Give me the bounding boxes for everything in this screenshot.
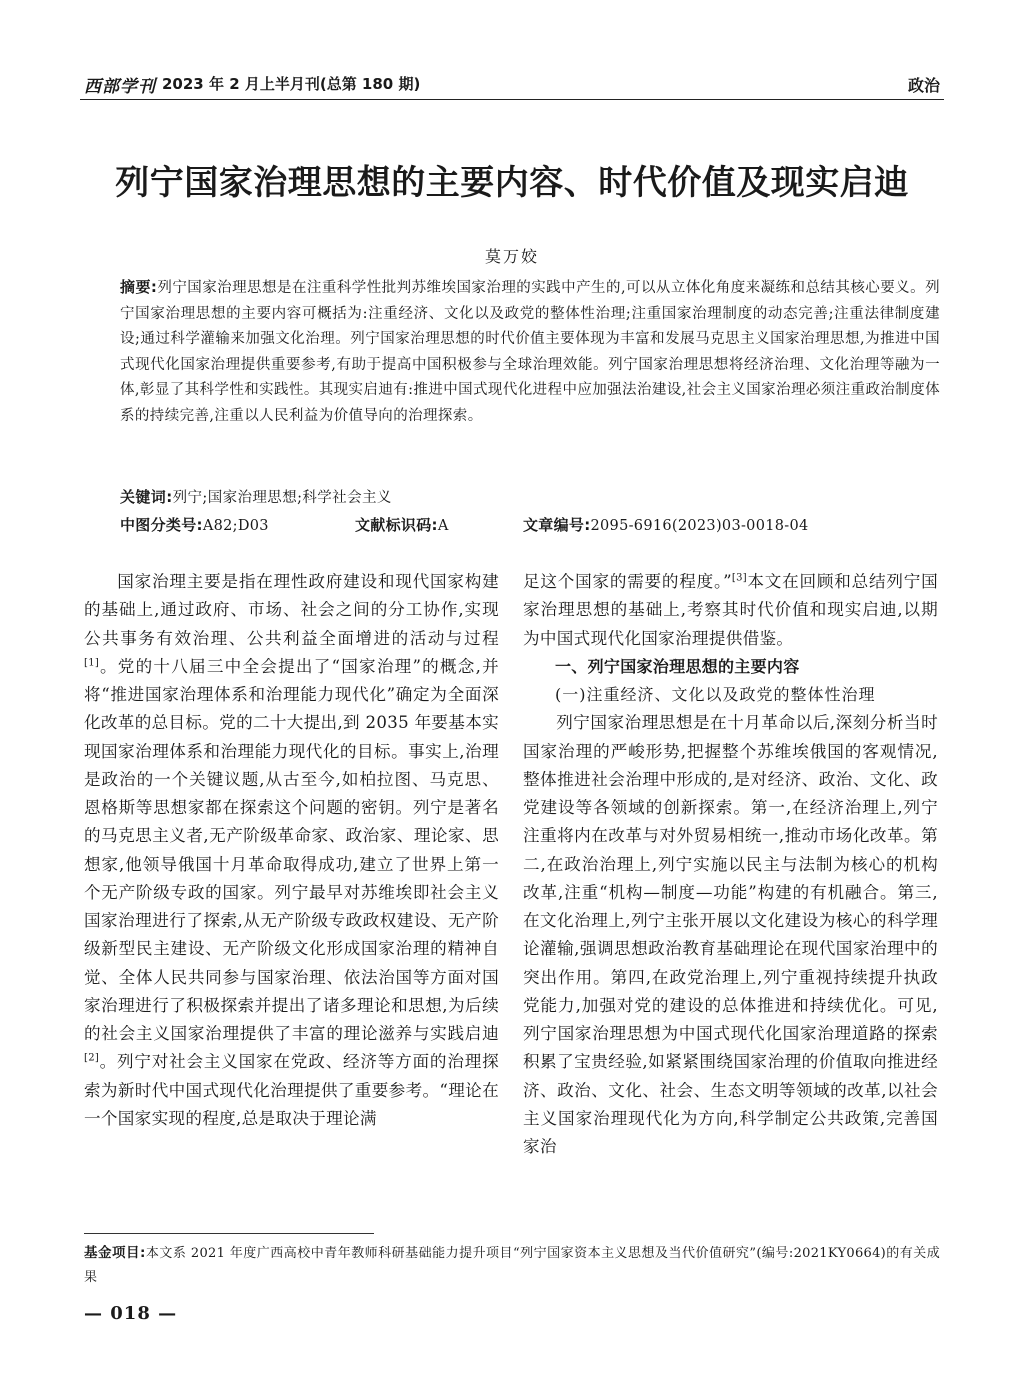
body-paragraph: 列宁国家治理思想是在十月革命以后,深刻分析当时国家治理的严峻形势,把握整个苏维埃俄国的客观情况,整体推进社会治理中形成的,是对经济、政治、文化、政党建设等各领域的创新探索。第一,在经济治理上,列宁注重将内在改革与对外贸易相统一,推动市场化改革。第二,在政治治理上,列宁实施以民主与法制为核心的机构改革,注重“机构—制度—功能”构建的有机融合。第三,在文化治理上,列宁主张开展以文化建设为核心的科学理论灌输,强调思想政治教育基础理论在现代国家治理中的突出作用。第四,在政党治理上,列宁重视持续提升执政党能力,加强对党的建设的总体推进和持续优化。可见,列宁国家治理思想为中国式现代化国家治理道路的探索积累了宝贵经验,如紧紧围绕国家治理的价值取向推进经济、政治、文化、社会、生态文明等领域的改革,以社会主义国家治理现代化为方向,科学制定公共政策,完善国家治 bbox=[523, 713, 938, 1156]
citation-ref[interactable]: [3] bbox=[731, 572, 747, 584]
citation-ref[interactable]: [1] bbox=[84, 657, 100, 669]
funding-label: 基金项目: bbox=[84, 1245, 146, 1261]
keywords bbox=[120, 486, 392, 507]
page-number: — 018 — bbox=[84, 1303, 178, 1324]
footnote-rule bbox=[84, 1233, 374, 1234]
body-text: 。列宁对社会主义国家在党政、经济等方面的治理探索为新时代中国式现代化治理提供了重要参考。“理论在一个国家实现的程度,总是取决于理论满 bbox=[84, 1052, 499, 1128]
body-column-right bbox=[523, 568, 938, 1161]
section-heading: 一、列宁国家治理思想的主要内容 bbox=[555, 656, 800, 676]
subsection-heading: (一)注重经济、文化以及政党的整体性治理 bbox=[555, 685, 876, 704]
body-column-left bbox=[84, 568, 499, 1133]
issue-info: 2023 年 2 月上半月刊(总第 180 期) bbox=[162, 75, 421, 93]
abstract-label: 摘要: bbox=[120, 278, 158, 296]
article-author: 莫万姣 bbox=[484, 247, 539, 266]
running-header bbox=[84, 68, 940, 98]
body-paragraph bbox=[84, 568, 499, 1133]
body-paragraph bbox=[523, 568, 938, 653]
body-text: 本文在回顾和总结列宁国家治理思想的基础上,考察其时代价值和现实启迪,以期为中国式现代化国家治理提供借鉴。 bbox=[523, 572, 938, 648]
clc-number bbox=[120, 514, 269, 535]
art-label: 文章编号: bbox=[523, 516, 591, 534]
funding-note bbox=[84, 1241, 940, 1290]
doc-label: 文献标识码: bbox=[355, 516, 438, 534]
body-text: 国家治理主要是指在理性政府建设和现代国家构建的基础上,通过政府、市场、社会之间的分工协作,实现公共事务有效治理、公共利益全面增进的活动与过程 bbox=[84, 572, 499, 648]
citation-ref[interactable]: [2] bbox=[84, 1052, 100, 1064]
funding-text: 本文系 2021 年度广西高校中青年教师科研基础能力提升项目“列宁国家资本主义思想及当代价值研究”(编号:2021KY0664)的有关成果 bbox=[84, 1246, 940, 1285]
section-label: 政治 bbox=[907, 76, 940, 95]
clc-label: 中图分类号: bbox=[120, 516, 203, 534]
doc-value: A bbox=[437, 518, 449, 534]
header-rule bbox=[80, 99, 944, 100]
document-code bbox=[355, 514, 449, 535]
keywords-label: 关键词: bbox=[120, 488, 173, 506]
keywords-text: 列宁;国家治理思想;科学社会主义 bbox=[172, 490, 392, 506]
body-text: 。党的十八届三中全会提出了“国家治理”的概念,并将“推进国家治理体系和治理能力现代化”确定为全面深化改革的总目标。党的二十大提出,到 2035 年要基本实现国家治理体系和治理能力现代化的目标。事实上,治理是政治的一个关键议题,从古至今,如柏拉图、马克思、恩格斯等思想家都在探索这个问题的密钥。列宁是著名的马克思主义者,无产阶级革命家、政治家、理论家、思想家,他领导俄国十月革命取得成功,建立了世界上第一个无产阶级专政的国家。列宁最早对苏维埃即社会主义国家治理进行了探索,从无产阶级专政政权建设、无产阶级新型民主建设、无产阶级文化形成国家治理的精神自觉、全体人民共同参与国家治理、依法治国等方面对国家治理进行了积极探索并提出了诸多理论和思想,为后续的社会主义国家治理提供了丰富的理论滋养与实践启迪 bbox=[84, 656, 499, 1043]
abstract bbox=[84, 275, 940, 430]
body-text: 足这个国家的需要的程度。” bbox=[523, 572, 732, 591]
article-number bbox=[523, 514, 809, 535]
clc-value: A82;D03 bbox=[202, 518, 269, 534]
art-value: 2095-6916(2023)03-0018-04 bbox=[590, 518, 809, 534]
abstract-text: 列宁国家治理思想是在注重科学性批判苏维埃国家治理的实践中产生的,可以从立体化角度来凝练和总结其核心要义。列宁国家治理思想的主要内容可概括为:注重经济、文化以及政党的整体性治理;注重国家治理制度的动态完善;注重法律制度建设;通过科学灌输来加强文化治理。列宁国家治理思想的时代价值主要体现为丰富和发展马克思主义国家治理思想,为推进中国式现代化国家治理提供重要参考,有助于提高中国积极参与全球治理效能。列宁国家治理思想将经济治理、文化治理等融为一体,彰显了其科学性和实践性。其现实启迪有:推进中国式现代化进程中应加强法治建设,社会主义国家治理必须注重政治制度体系的持续完善,注重以人民利益为价值导向的治理探索。 bbox=[120, 280, 940, 424]
article-title: 列宁国家治理思想的主要内容、时代价值及现实启迪 bbox=[115, 163, 909, 203]
journal-logo: 西部学刊 bbox=[84, 77, 156, 97]
